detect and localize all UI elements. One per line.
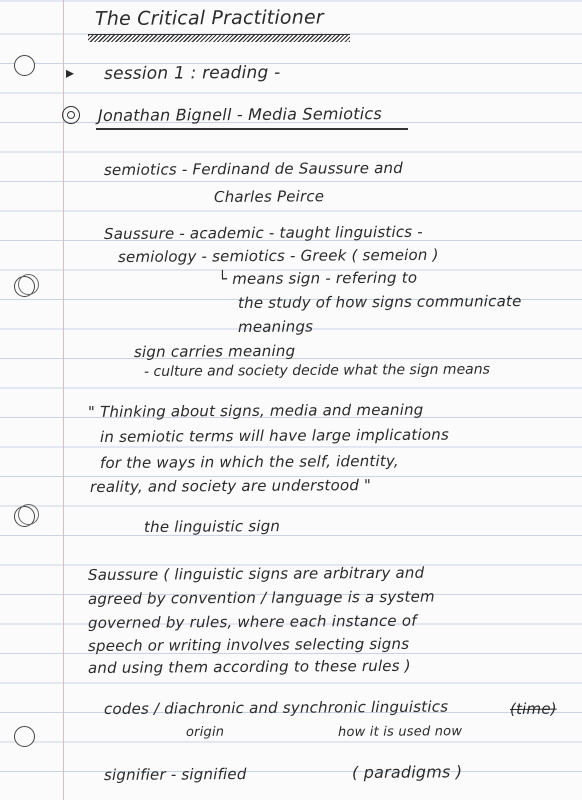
punch-hole-icon	[14, 276, 35, 297]
struck-note: (time)	[509, 699, 557, 718]
session-heading: session 1 : reading -	[103, 62, 281, 84]
punch-hole-icon	[14, 506, 35, 527]
punch-hole-icon	[14, 55, 35, 76]
note-line: sign carries meaning	[133, 341, 296, 361]
note-line: and using them according to these rules )	[87, 656, 411, 677]
note-line: - culture and society decide what the sign means	[143, 361, 490, 380]
note-line: ( paradigms )	[351, 762, 463, 782]
arrow-bullet-icon: ▸	[65, 62, 75, 82]
note-line: codes / diachronic and synchronic linguistics	[103, 697, 449, 718]
note-line: agreed by convention / language is a system	[87, 587, 435, 608]
note-line: semiology - semiotics - Greek ( semeion )	[117, 245, 439, 266]
note-line: governed by rules, where each instance of	[87, 611, 417, 632]
annotation: origin	[185, 724, 225, 740]
note-line: the study of how signs communicate	[237, 292, 522, 312]
note-line: meanings	[237, 317, 314, 336]
note-line: Saussure ( linguistic signs are arbitrary and	[87, 563, 425, 584]
note-line: Saussure - academic - taught linguistics -	[103, 222, 423, 243]
heading-underline	[96, 128, 408, 130]
title-underline	[88, 34, 350, 42]
quote-line: in semiotic terms will have large implications	[99, 425, 450, 446]
note-line: └ means sign - refering to	[217, 268, 418, 288]
page-title: The Critical Practitioner	[94, 6, 324, 30]
spiral-bullet-icon	[62, 106, 80, 124]
quote-line: for the ways in which the self, identity,	[99, 451, 399, 472]
note-line: speech or writing involves selecting signs	[87, 634, 410, 655]
note-line: signifier - signified	[103, 765, 247, 784]
punch-hole-icon	[14, 726, 35, 747]
annotation: how it is used now	[337, 724, 463, 740]
quote-line: " Thinking about signs, media and meaning	[87, 400, 424, 421]
note-line: Charles Peirce	[213, 187, 325, 206]
note-line: semiotics - Ferdinand de Saussure and	[103, 158, 403, 179]
source-heading: Jonathan Bignell - Media Semiotics	[97, 104, 382, 125]
subheading: the linguistic sign	[143, 517, 281, 536]
quote-line: reality, and society are understood "	[89, 476, 372, 496]
